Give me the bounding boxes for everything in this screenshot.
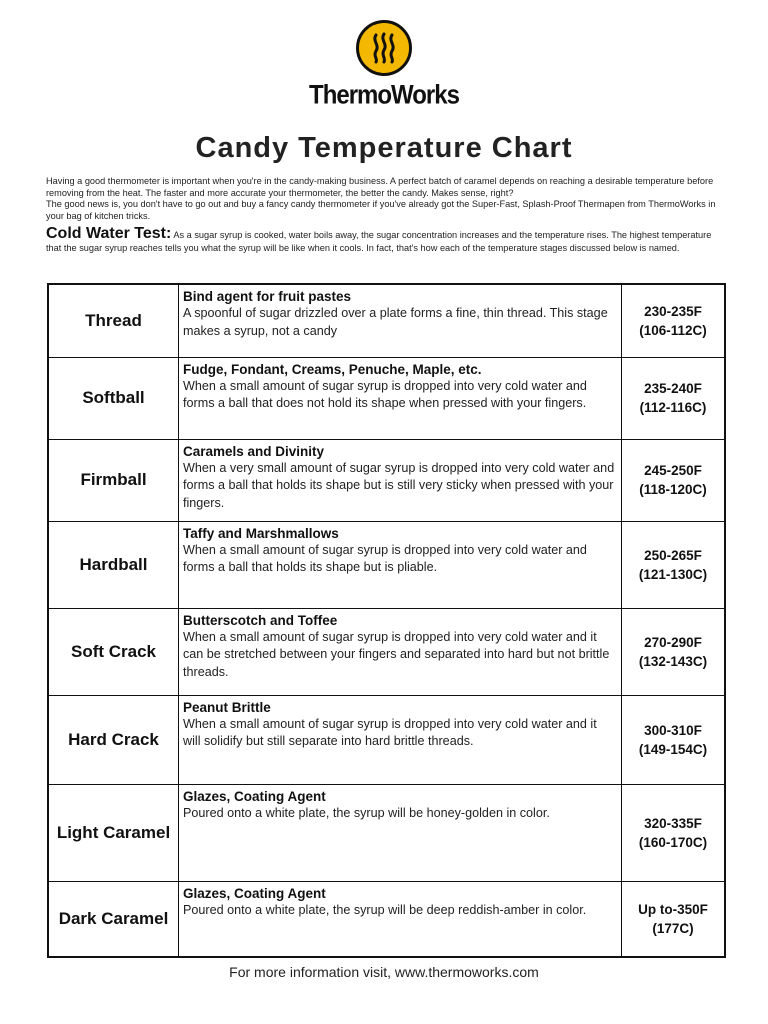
intro-text <box>46 176 724 222</box>
table-row <box>48 784 725 881</box>
stage-description-cell <box>179 357 622 439</box>
cold-water-test-heading: Cold Water Test: <box>46 225 172 242</box>
logo-wordmark: ThermoWorks <box>309 80 459 111</box>
temp-fahrenheit: 300-310F <box>644 722 702 738</box>
stage-description-cell <box>179 439 622 521</box>
table-row <box>48 357 725 439</box>
stage-use: Glazes, Coating Agent <box>183 885 326 901</box>
stage-name: Hardball <box>48 521 179 608</box>
temp-celsius: (121-130C) <box>638 566 708 582</box>
cold-water-test-text: As a sugar syrup is cooked, water boils away, the sugar concentration increases and the temperature rises. The highest temperature that the sugar syrup reaches tells you what the syrup will be like when it cools. In fact, that's how each of the temperature stages discussed below is named. <box>46 230 712 253</box>
table-row <box>48 695 725 784</box>
stage-name: Softball <box>48 357 179 439</box>
stage-use: Peanut Brittle <box>183 699 271 715</box>
stage-description-cell <box>179 881 622 957</box>
stage-description: When a small amount of sugar syrup is dropped into very cold water and forms a ball that does not hold its shape when pressed with your fingers. <box>183 378 587 410</box>
stage-temperature <box>622 284 726 357</box>
stage-name: Firmball <box>48 439 179 521</box>
temp-fahrenheit: 270-290F <box>644 634 702 650</box>
stage-description: Poured onto a white plate, the syrup will be deep reddish-amber in color. <box>183 902 587 917</box>
stage-temperature <box>622 439 726 521</box>
stage-temperature <box>622 784 726 881</box>
stage-description: When a small amount of sugar syrup is dropped into very cold water and forms a ball that holds its shape but is pliable. <box>183 542 587 574</box>
temp-celsius: (160-170C) <box>638 834 708 850</box>
stage-temperature <box>622 357 726 439</box>
temp-celsius: (177C) <box>652 920 694 936</box>
stage-name: Soft Crack <box>48 608 179 695</box>
stage-temperature <box>622 695 726 784</box>
stage-description: A spoonful of sugar drizzled over a plate forms a fine, thin thread. This stage makes a syrup, not a candy <box>183 306 608 338</box>
temp-fahrenheit: 235-240F <box>644 381 702 396</box>
temp-fahrenheit: 250-265F <box>644 547 702 563</box>
temp-celsius: (112-116C) <box>639 400 707 415</box>
stage-use: Fudge, Fondant, Creams, Penuche, Maple, etc. <box>183 361 482 377</box>
temp-celsius: (149-154C) <box>638 741 708 757</box>
table-row <box>48 881 725 957</box>
temp-fahrenheit: 320-335F <box>644 815 702 831</box>
temp-fahrenheit: 230-235F <box>644 303 702 319</box>
stage-use: Taffy and Marshmallows <box>183 525 339 541</box>
stage-description: When a small amount of sugar syrup is dropped into very cold water and it can be stretched between your fingers and separated into hard but not brittle threads. <box>183 629 610 679</box>
cold-water-test <box>46 225 726 254</box>
page-title: Candy Temperature Chart <box>195 132 573 164</box>
table-row <box>48 439 725 521</box>
temp-celsius: (106-112C) <box>639 322 707 338</box>
stage-name: Thread <box>48 284 179 357</box>
stage-use: Caramels and Divinity <box>183 443 325 459</box>
table-row <box>48 284 725 357</box>
stage-description-cell <box>179 521 622 608</box>
heat-waves-icon <box>356 20 412 76</box>
stage-temperature <box>622 881 726 957</box>
stage-description: Poured onto a white plate, the syrup will be honey-golden in color. <box>183 805 550 820</box>
stage-temperature <box>622 521 726 608</box>
stage-use: Bind agent for fruit pastes <box>183 289 352 304</box>
stage-description-cell <box>179 608 622 695</box>
table-row <box>48 608 725 695</box>
stage-description: When a very small amount of sugar syrup is dropped into very cold water and forms a ball that holds its shape but is still very sticky when pressed with your fingers. <box>183 460 615 510</box>
stage-description-cell <box>179 784 622 881</box>
temp-celsius: (132-143C) <box>638 653 708 669</box>
temp-fahrenheit: Up to-350F <box>638 901 708 917</box>
temp-fahrenheit: 245-250F <box>644 463 702 478</box>
stage-use: Glazes, Coating Agent <box>183 788 326 804</box>
stage-description-cell <box>179 284 622 357</box>
thermoworks-logo <box>0 20 768 110</box>
intro-paragraph-2: The good news is, you don't have to go out and buy a fancy candy thermometer if you've already got the Super-Fast, Splash-Proof Thermapen from ThermoWorks in your bag of kitchen tricks. <box>46 199 716 221</box>
intro-paragraph-1: Having a good thermometer is important when you're in the candy-making business. A perfect batch of caramel depends on reaching a desirable temperature before removing from the heat. The faster and more accurate your thermometer, the better the candy. Makes sense, right? <box>46 176 714 198</box>
stage-temperature <box>622 608 726 695</box>
candy-stage-table <box>47 283 726 958</box>
stage-name: Hard Crack <box>48 695 179 784</box>
stage-name: Light Caramel <box>48 784 179 881</box>
table-row <box>48 521 725 608</box>
stage-description: When a small amount of sugar syrup is dropped into very cold water and it will solidify but still separate into hard brittle threads. <box>183 716 597 748</box>
stage-description-cell <box>179 695 622 784</box>
stage-name: Dark Caramel <box>48 881 179 957</box>
temp-celsius: (118-120C) <box>639 482 707 497</box>
stage-use: Butterscotch and Toffee <box>183 612 338 628</box>
footer-link-text: For more information visit, www.thermoworks.com <box>229 964 539 980</box>
